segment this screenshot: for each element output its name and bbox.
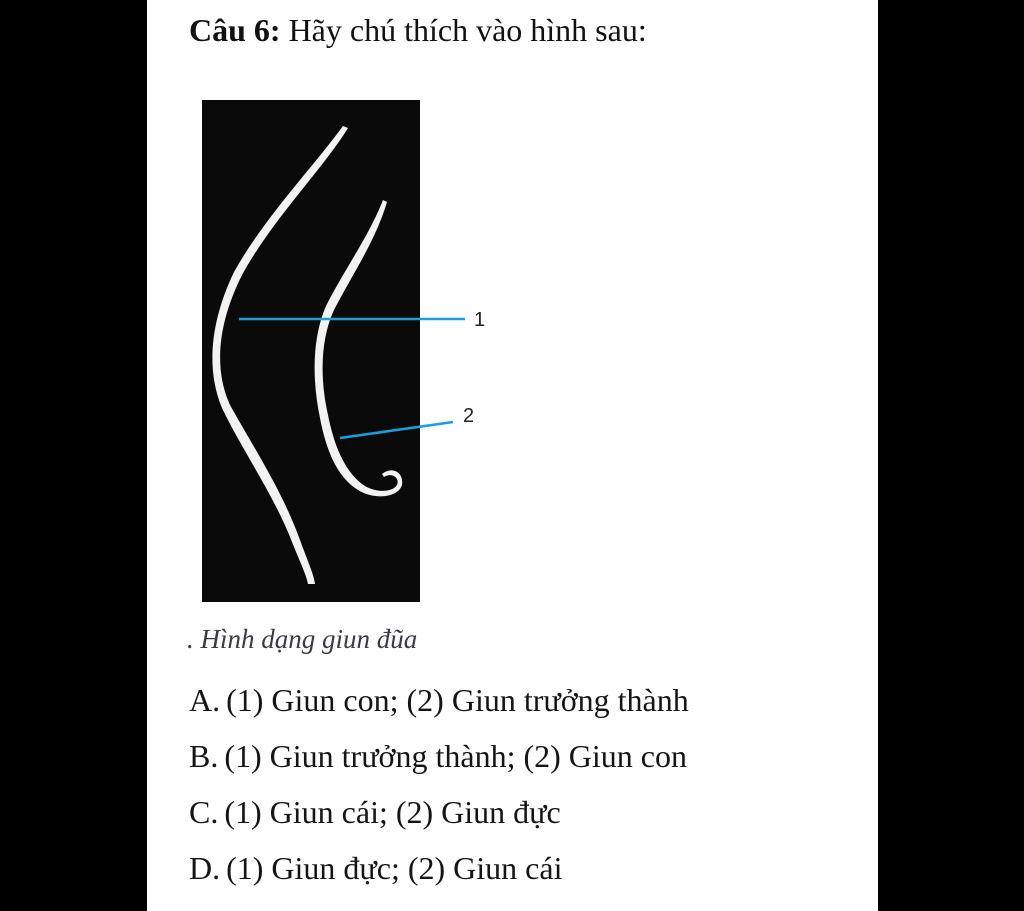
option-letter: C. <box>189 794 219 830</box>
option-text: (1) Giun con; (2) Giun trưởng thành <box>226 682 689 718</box>
figure-label-2: 2 <box>463 405 475 427</box>
option-b[interactable] <box>189 736 689 792</box>
question-text: Hãy chú thích vào hình sau: <box>288 12 647 48</box>
option-c[interactable] <box>189 792 689 848</box>
option-d[interactable] <box>189 848 689 904</box>
answer-options <box>189 680 689 904</box>
roundworm-illustration <box>202 100 547 602</box>
option-text: (1) Giun trưởng thành; (2) Giun con <box>224 738 687 774</box>
figure-caption: . Hình dạng giun đũa <box>187 624 418 654</box>
roundworm-figure <box>202 100 547 602</box>
document-page <box>147 0 878 911</box>
option-letter: B. <box>189 738 219 774</box>
option-text: (1) Giun cái; (2) Giun đực <box>224 794 561 830</box>
option-letter: A. <box>189 682 221 718</box>
option-letter: D. <box>189 850 221 886</box>
question-number: Câu 6: <box>189 12 281 48</box>
option-text: (1) Giun đực; (2) Giun cái <box>226 850 563 886</box>
figure-label-1: 1 <box>474 309 486 331</box>
question-heading <box>189 12 647 49</box>
option-a[interactable] <box>189 680 689 736</box>
